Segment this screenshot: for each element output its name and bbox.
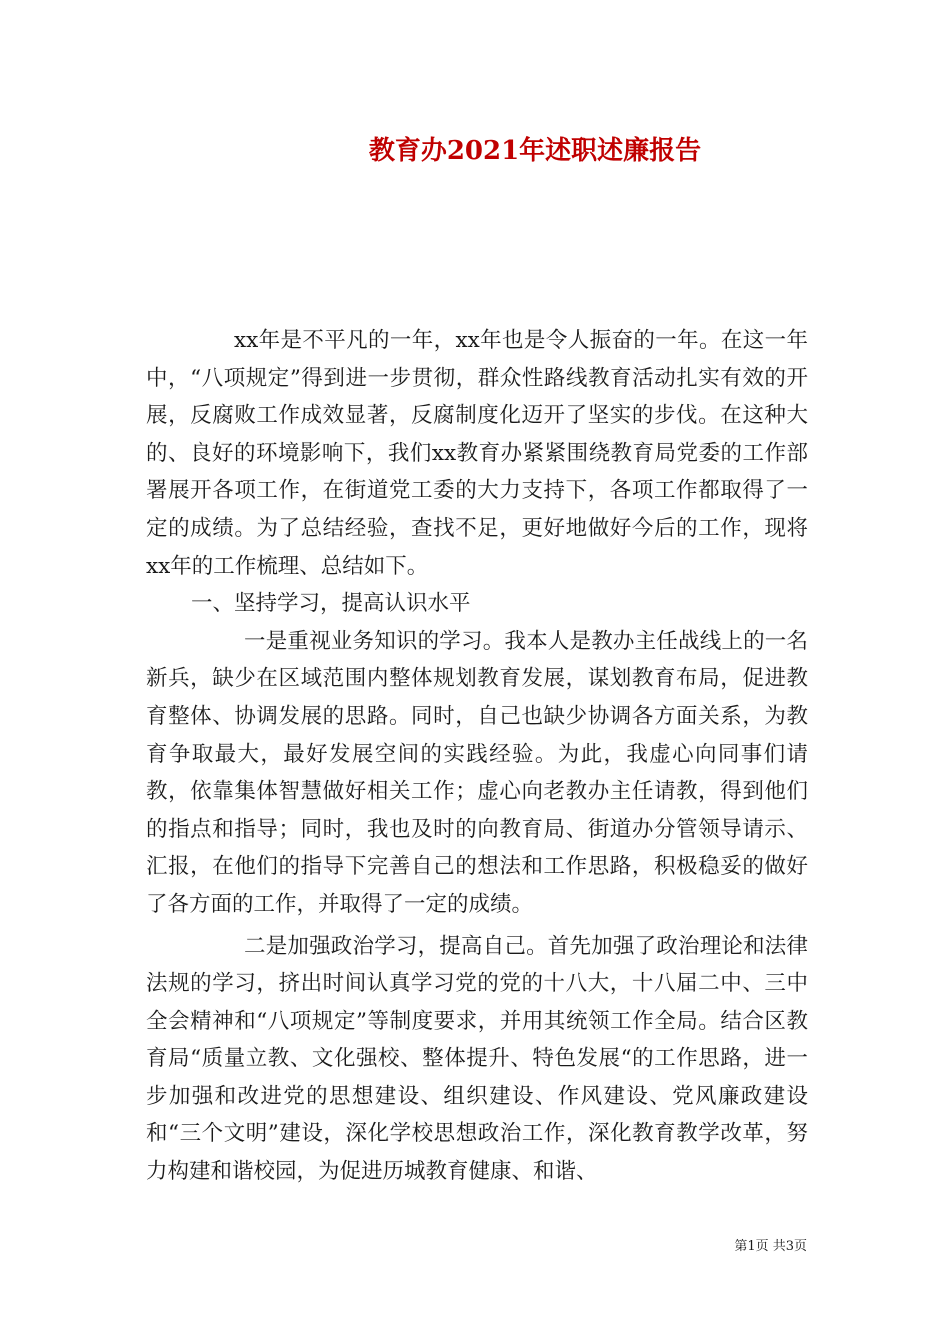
page-number: 第1页 共3页 bbox=[734, 1239, 807, 1254]
paragraph-intro: xx年是不平凡的一年，xx年也是令人振奋的一年。在这一年中，“八项规定”得到进一步贯彻，群众性路线教育活动扎实有效的开展，反腐败工作成效显著，反腐制度化迈开了坚实的步伐。在这种大的、良好的环境影响下，我们xx教育办紧紧围绕教育局党委的工作部署展开各项工作，在街道党工委的大力支持下，各项工作都取得了一定的成绩。为了总结经验，查找不足，更好地做好今后的工作，现将xx年的工作梳理、总结如下。 bbox=[146, 328, 808, 579]
document-title: 教育办2021年述职述廉报告 bbox=[368, 136, 702, 166]
section-heading: 一、坚持学习，提高认识水平 bbox=[191, 591, 471, 617]
paragraph-business-study: 一是重视业务知识的学习。我本人是教办主任战线上的一名新兵，缺少在区域范围内整体规划教育发展，谋划教育布局，促进教育整体、协调发展的思路。同时，自己也缺少协调各方面关系，为教育争取最大，最好发展空间的实践经验。为此，我虚心向同事们请教，依靠集体智慧做好相关工作；虚心向老教办主任请教，得到他们的指点和指导；同时，我也及时的向教育局、街道办分管领导请示、汇报，在他们的指导下完善自己的想法和工作思路，积极稳妥的做好了各方面的工作，并取得了一定的成绩。 bbox=[146, 628, 808, 917]
document-body bbox=[146, 322, 808, 1191]
paragraph-political-study: 二是加强政治学习，提高自己。首先加强了政治理论和法律法规的学习，挤出时间认真学习党的党的十八大，十八届二中、三中全会精神和“八项规定”等制度要求，并用其统领工作全局。结合区教育局“质量立教、文化强校、整体提升、特色发展“的工作思路，进一步加强和改进党的思想建设、组织建设、作风建设、党风廉政建设和“三个文明”建设，深化学校思想政治工作，深化教育教学改革，努力构建和谐校园，为促进历城教育健康、和谐、 bbox=[146, 933, 808, 1185]
